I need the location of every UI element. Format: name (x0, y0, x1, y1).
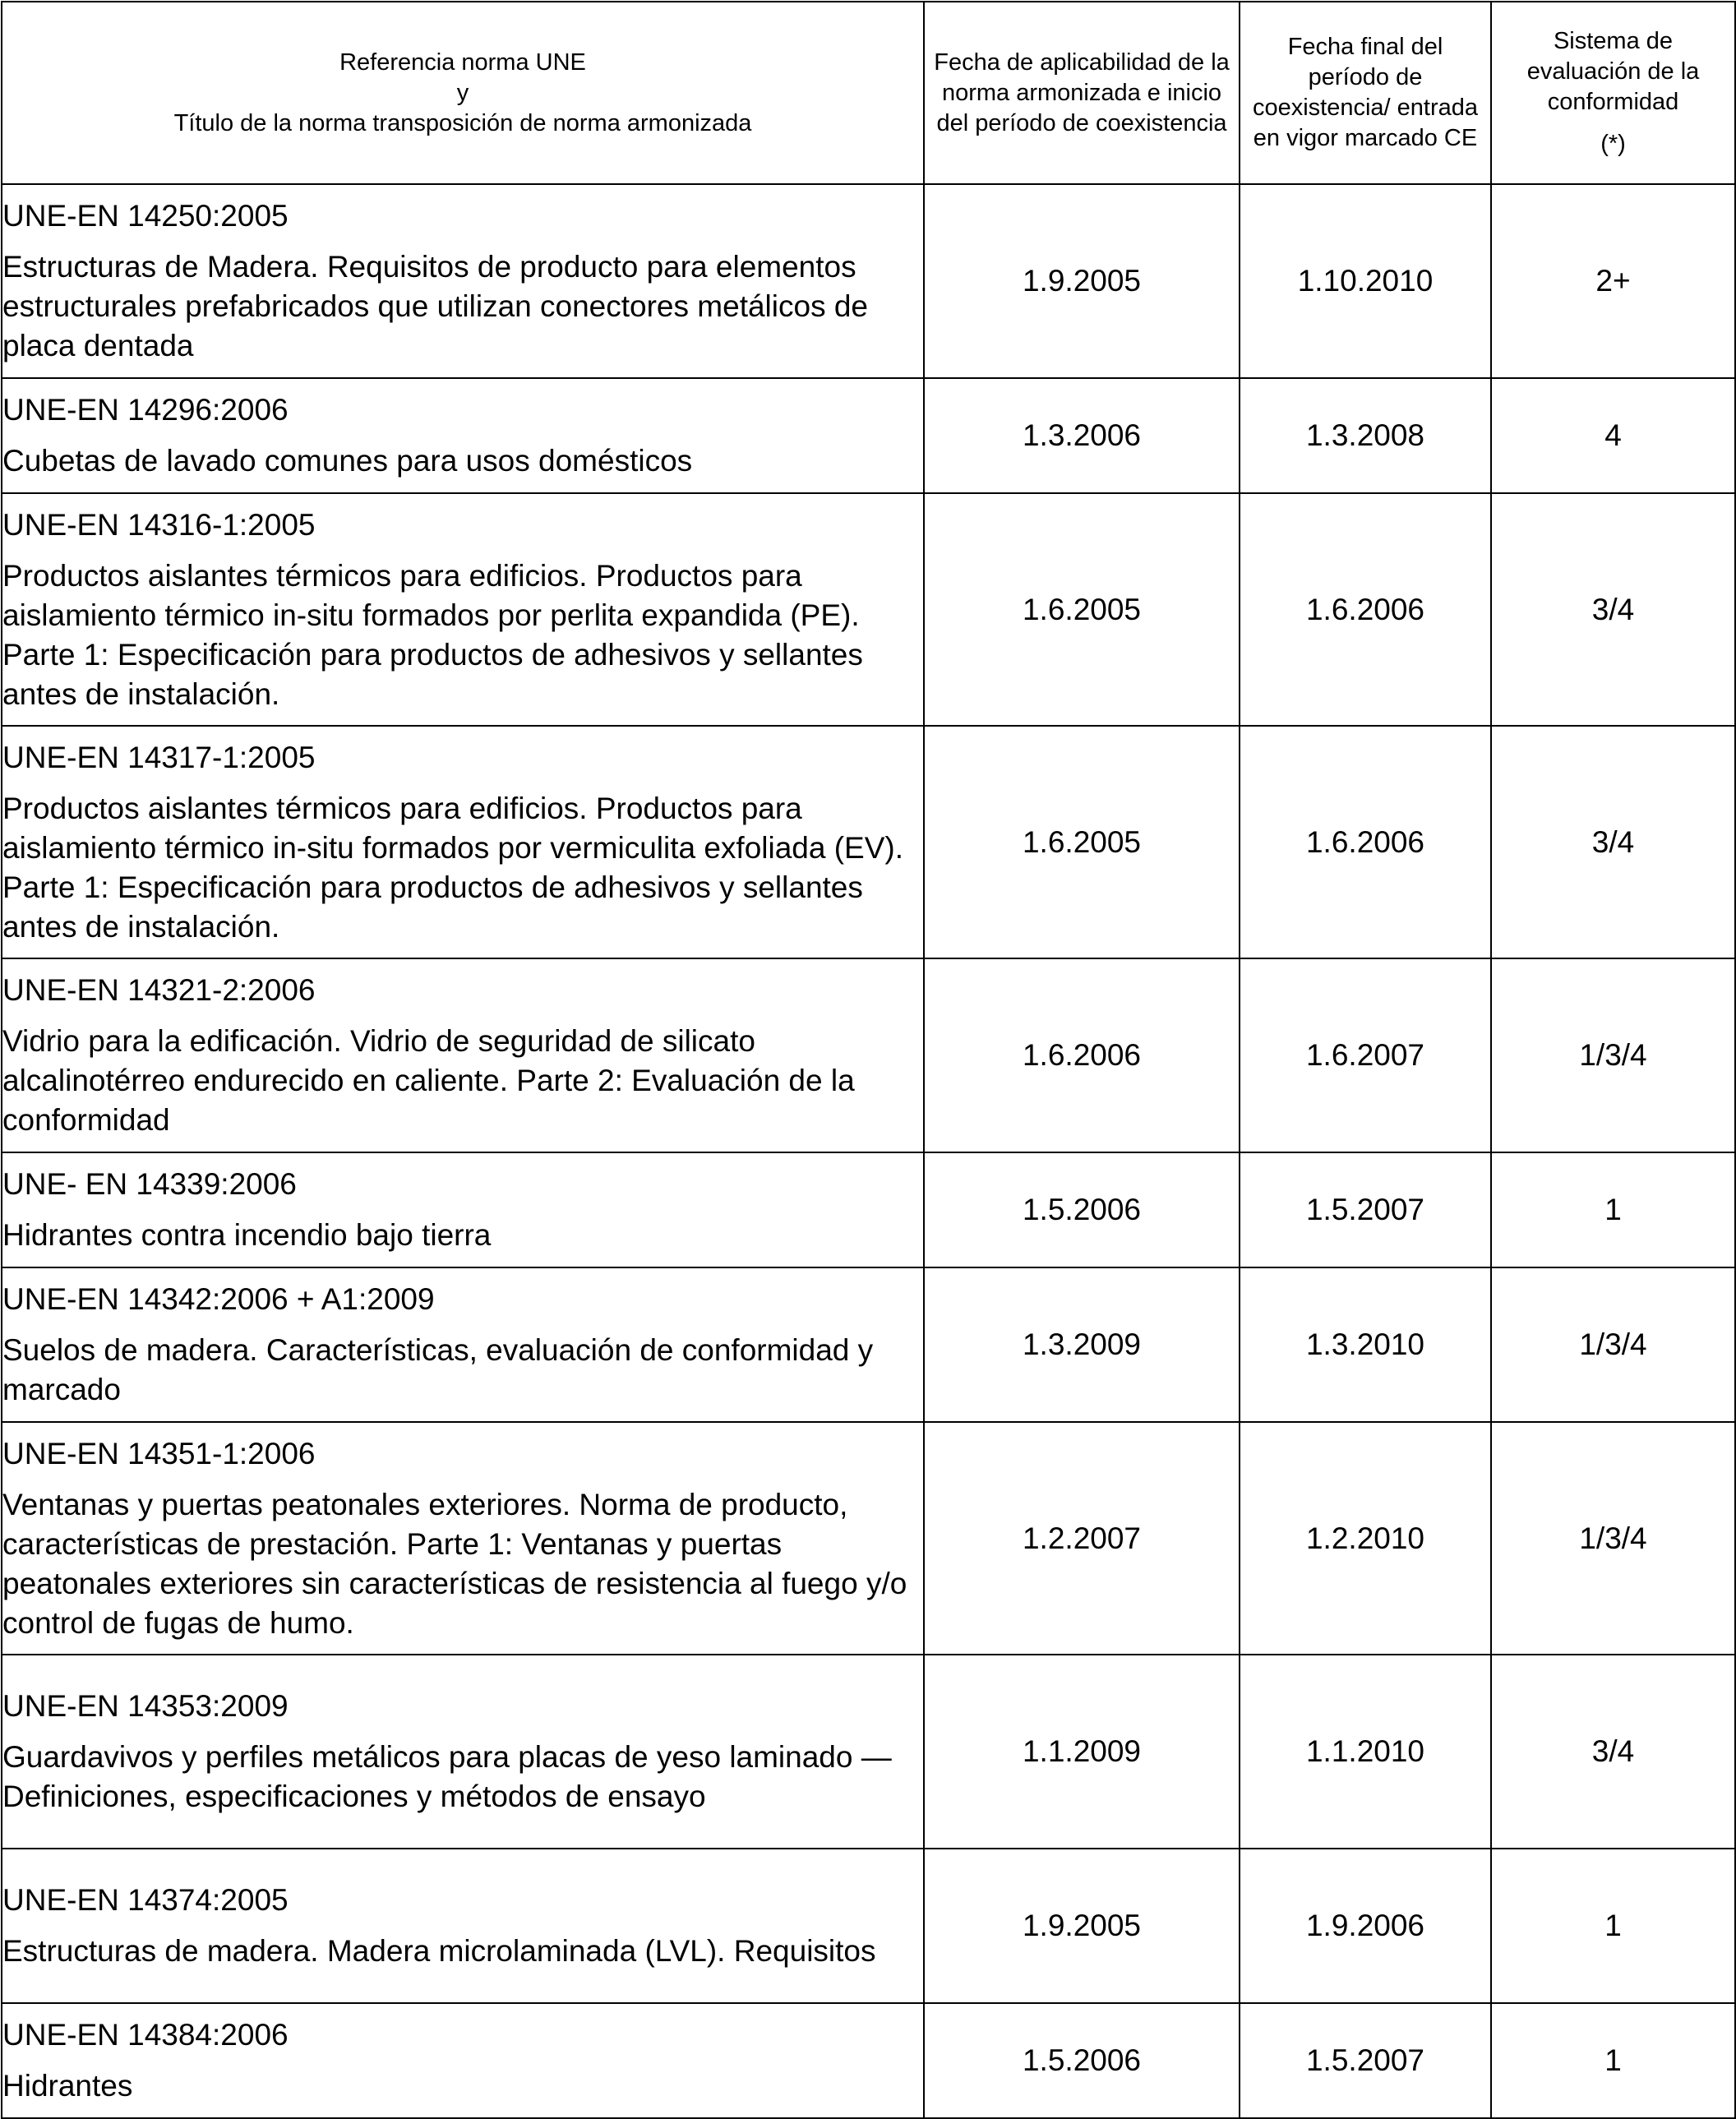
standard-code: UNE-EN 14374:2005 (2, 1883, 289, 1917)
header-col1-line3: Título de la norma transposición de norma armonizada (173, 109, 752, 136)
applicability-date: 1.3.2006 (924, 378, 1240, 493)
conformity-system: 1 (1491, 2003, 1735, 2118)
reference-cell (2, 184, 924, 378)
reference-cell (2, 1152, 924, 1267)
reference-cell (2, 1267, 924, 1422)
standard-code: UNE-EN 14353:2009 (2, 1689, 289, 1723)
applicability-date: 1.9.2005 (924, 184, 1240, 378)
coexistence-end-date: 1.3.2010 (1240, 1267, 1491, 1422)
standard-title: Ventanas y puertas peatonales exteriores. Norma de producto, características de prestación. Parte 1: Ventanas y puertas peatonales exteriores sin características de resistencia al fuego y/o control de fugas de humo. (2, 1487, 907, 1640)
table-row (2, 1655, 1735, 1849)
applicability-date: 1.6.2005 (924, 726, 1240, 958)
header-col2-text: Fecha de aplicabilidad de la norma armonizada e inicio del período de coexistencia (934, 48, 1230, 136)
reference-cell (2, 1849, 924, 2003)
standard-code: UNE-EN 14384:2006 (2, 2018, 289, 2052)
header-col4-note: (*) (1600, 131, 1626, 157)
reference-cell (2, 1422, 924, 1655)
header-coexistence-end-date (1240, 2, 1491, 184)
coexistence-end-date: 1.3.2008 (1240, 378, 1491, 493)
standard-code: UNE-EN 14296:2006 (2, 393, 289, 427)
standard-title: Productos aislantes térmicos para edificios. Productos para aislamiento térmico in-situ formados por vermiculita exfoliada (EV). Parte 1: Especificación para productos de adhesivos y sellantes antes de instalación. (2, 791, 904, 944)
standard-title: Hidrantes contra incendio bajo tierra (2, 1218, 492, 1252)
standard-title: Vidrio para la edificación. Vidrio de seguridad de silicato alcalinotérreo endurecido en caliente. Parte 2: Evaluación de la conformidad (2, 1024, 855, 1137)
conformity-system: 3/4 (1491, 493, 1735, 726)
table-header-row (2, 2, 1735, 184)
applicability-date: 1.5.2006 (924, 2003, 1240, 2118)
applicability-date: 1.6.2005 (924, 493, 1240, 726)
coexistence-end-date: 1.10.2010 (1240, 184, 1491, 378)
conformity-system: 4 (1491, 378, 1735, 493)
header-applicability-date (924, 2, 1240, 184)
table-row (2, 378, 1735, 493)
applicability-date: 1.3.2009 (924, 1267, 1240, 1422)
table-row (2, 184, 1735, 378)
header-col4-text: Sistema de evaluación de la conformidad (1526, 28, 1700, 115)
conformity-system: 1 (1491, 1152, 1735, 1267)
table-row (2, 726, 1735, 958)
table-row (2, 493, 1735, 726)
header-conformity-system (1491, 2, 1735, 184)
reference-cell (2, 726, 924, 958)
applicability-date: 1.9.2005 (924, 1849, 1240, 2003)
header-col1-line2: y (456, 79, 469, 106)
conformity-system: 1/3/4 (1491, 1422, 1735, 1655)
reference-cell (2, 2003, 924, 2118)
reference-cell (2, 378, 924, 493)
standard-code: UNE-EN 14321-2:2006 (2, 973, 316, 1007)
applicability-date: 1.5.2006 (924, 1152, 1240, 1267)
table-row (2, 2003, 1735, 2118)
coexistence-end-date: 1.6.2006 (1240, 726, 1491, 958)
coexistence-end-date: 1.2.2010 (1240, 1422, 1491, 1655)
header-col1-line1: Referencia norma UNE (339, 48, 586, 76)
standard-title: Productos aislantes térmicos para edificios. Productos para aislamiento térmico in-situ formados por perlita expandida (PE). Parte 1: Especificación para productos de adhesivos y sellantes antes de instalación. (2, 558, 863, 711)
table-row (2, 1152, 1735, 1267)
reference-cell (2, 1655, 924, 1849)
conformity-system: 1/3/4 (1491, 958, 1735, 1152)
standard-code: UNE-EN 14317-1:2005 (2, 740, 316, 774)
applicability-date: 1.2.2007 (924, 1422, 1240, 1655)
applicability-date: 1.1.2009 (924, 1655, 1240, 1849)
conformity-system: 3/4 (1491, 726, 1735, 958)
header-reference-title (2, 2, 924, 184)
standard-title: Guardavivos y perfiles metálicos para placas de yeso laminado — Definiciones, especificaciones y métodos de ensayo (2, 1740, 892, 1813)
table-row (2, 958, 1735, 1152)
coexistence-end-date: 1.6.2007 (1240, 958, 1491, 1152)
table-row (2, 1849, 1735, 2003)
standard-code: UNE-EN 14342:2006 + A1:2009 (2, 1282, 435, 1316)
coexistence-end-date: 1.6.2006 (1240, 493, 1491, 726)
applicability-date: 1.6.2006 (924, 958, 1240, 1152)
conformity-system: 2+ (1491, 184, 1735, 378)
standard-code: UNE-EN 14250:2005 (2, 199, 289, 233)
table-row (2, 1422, 1735, 1655)
standard-code: UNE-EN 14351-1:2006 (2, 1436, 316, 1470)
standards-table (1, 1, 1736, 2119)
reference-cell (2, 958, 924, 1152)
coexistence-end-date: 1.5.2007 (1240, 2003, 1491, 2118)
standard-title: Suelos de madera. Características, evaluación de conformidad y marcado (2, 1333, 874, 1406)
coexistence-end-date: 1.5.2007 (1240, 1152, 1491, 1267)
conformity-system: 1/3/4 (1491, 1267, 1735, 1422)
conformity-system: 1 (1491, 1849, 1735, 2003)
header-col3-text: Fecha final del período de coexistencia/ entrada en vigor marcado CE (1252, 34, 1479, 151)
standard-code: UNE-EN 14316-1:2005 (2, 507, 316, 542)
coexistence-end-date: 1.1.2010 (1240, 1655, 1491, 1849)
conformity-system: 3/4 (1491, 1655, 1735, 1849)
standard-code: UNE- EN 14339:2006 (2, 1167, 297, 1201)
table-row (2, 1267, 1735, 1422)
standard-title: Hidrantes (2, 2069, 133, 2103)
standard-title: Estructuras de madera. Madera microlaminada (LVL). Requisitos (2, 1934, 876, 1968)
coexistence-end-date: 1.9.2006 (1240, 1849, 1491, 2003)
reference-cell (2, 493, 924, 726)
standard-title: Estructuras de Madera. Requisitos de producto para elementos estructurales prefabricados que utilizan conectores metálicos de placa dentada (2, 250, 869, 362)
standard-title: Cubetas de lavado comunes para usos domésticos (2, 444, 693, 478)
